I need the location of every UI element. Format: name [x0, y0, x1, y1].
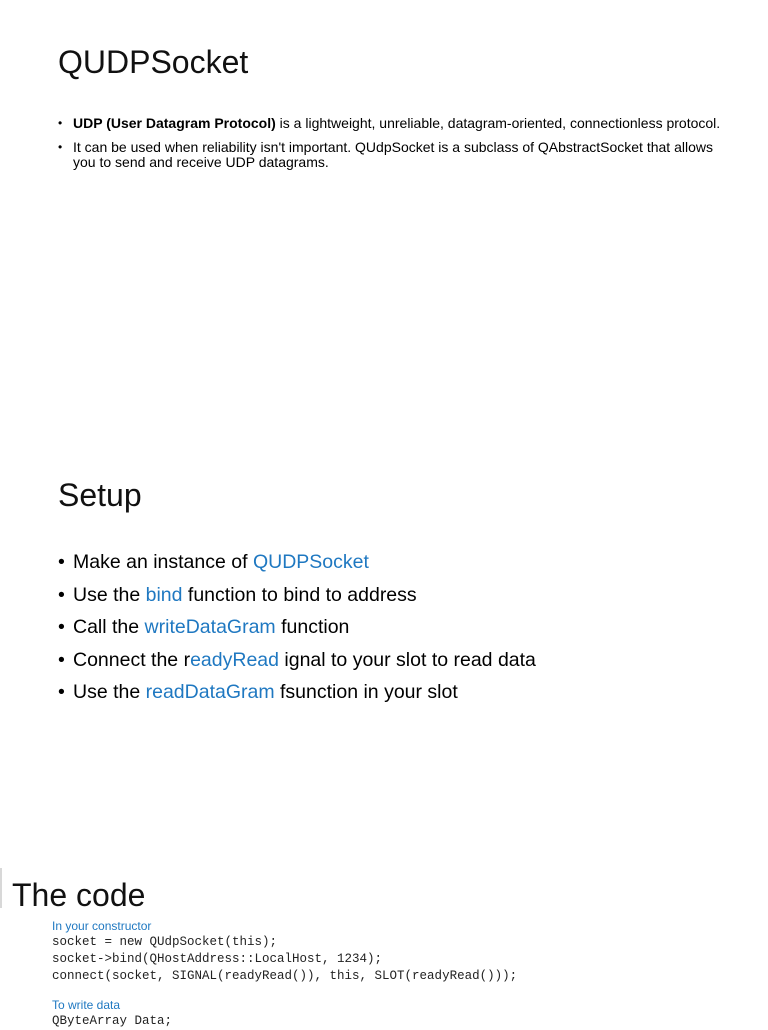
code-line: QByteArray Data; — [52, 1014, 173, 1028]
list-item — [58, 611, 738, 644]
code-section-label: In your constructor — [52, 919, 152, 933]
list-item — [58, 140, 728, 170]
bullet-text: function — [275, 616, 350, 638]
bullet-text: fsunction in your slot — [274, 681, 458, 703]
highlight-term: eadyRead — [190, 648, 279, 671]
highlight-term: readDataGram — [145, 681, 275, 703]
bullet-text: Make an instance of — [73, 551, 253, 573]
slide-title: Setup — [58, 477, 142, 513]
bullet-icon: • — [58, 140, 63, 154]
list-item — [58, 116, 728, 131]
bullet-icon: • — [58, 616, 65, 638]
list-item — [58, 644, 738, 677]
bullet-text: Call the — [73, 616, 145, 638]
bold-term: UDP (User Datagram Protocol) — [73, 115, 276, 131]
list-item — [58, 546, 738, 579]
bullet-list — [58, 546, 738, 709]
list-item — [58, 579, 738, 612]
code-spacer — [52, 985, 752, 997]
bullet-text: ignal to your slot to read data — [278, 648, 536, 671]
code-section-label: To write data — [52, 998, 121, 1012]
code-line: connect(socket, SIGNAL(readyRead()), this, SLOT(readyRead())); — [52, 969, 518, 983]
bullet-text: Use the — [73, 583, 146, 606]
list-item — [58, 676, 738, 709]
slide-qudpsocket — [0, 0, 768, 440]
bullet-text: Connect the r — [73, 648, 191, 671]
bullet-list — [58, 116, 728, 179]
slide-edge-divider — [0, 868, 2, 908]
bullet-text: It can be used when reliability isn't important. QUdpSocket is a subclass of QAbstractSocket that allows you to send and receive UDP datagrams. — [73, 139, 713, 170]
bullet-icon: • — [58, 551, 65, 573]
bullet-icon: • — [58, 648, 65, 671]
bullet-text: Use the — [73, 681, 146, 703]
bullet-text: is a lightweight, unreliable, datagram-oriented, connectionless protocol. — [275, 115, 721, 131]
slide-the-code — [0, 860, 768, 1028]
slide-setup — [0, 440, 768, 860]
bullet-text: function to bind to address — [182, 583, 417, 606]
bullet-icon: • — [58, 116, 63, 130]
highlight-term: QUDPSocket — [252, 551, 369, 573]
code-block — [52, 918, 752, 1030]
highlight-term: bind — [145, 583, 183, 606]
bullet-icon: • — [58, 681, 65, 703]
slide-title: QUDPSocket — [58, 44, 249, 80]
code-line: socket->bind(QHostAddress::LocalHost, 1234); — [52, 952, 383, 966]
slide-title: The code — [12, 877, 146, 913]
code-line: socket = new QUdpSocket(this); — [52, 935, 278, 949]
bullet-icon: • — [58, 583, 65, 606]
highlight-term: writeDataGram — [144, 616, 276, 638]
